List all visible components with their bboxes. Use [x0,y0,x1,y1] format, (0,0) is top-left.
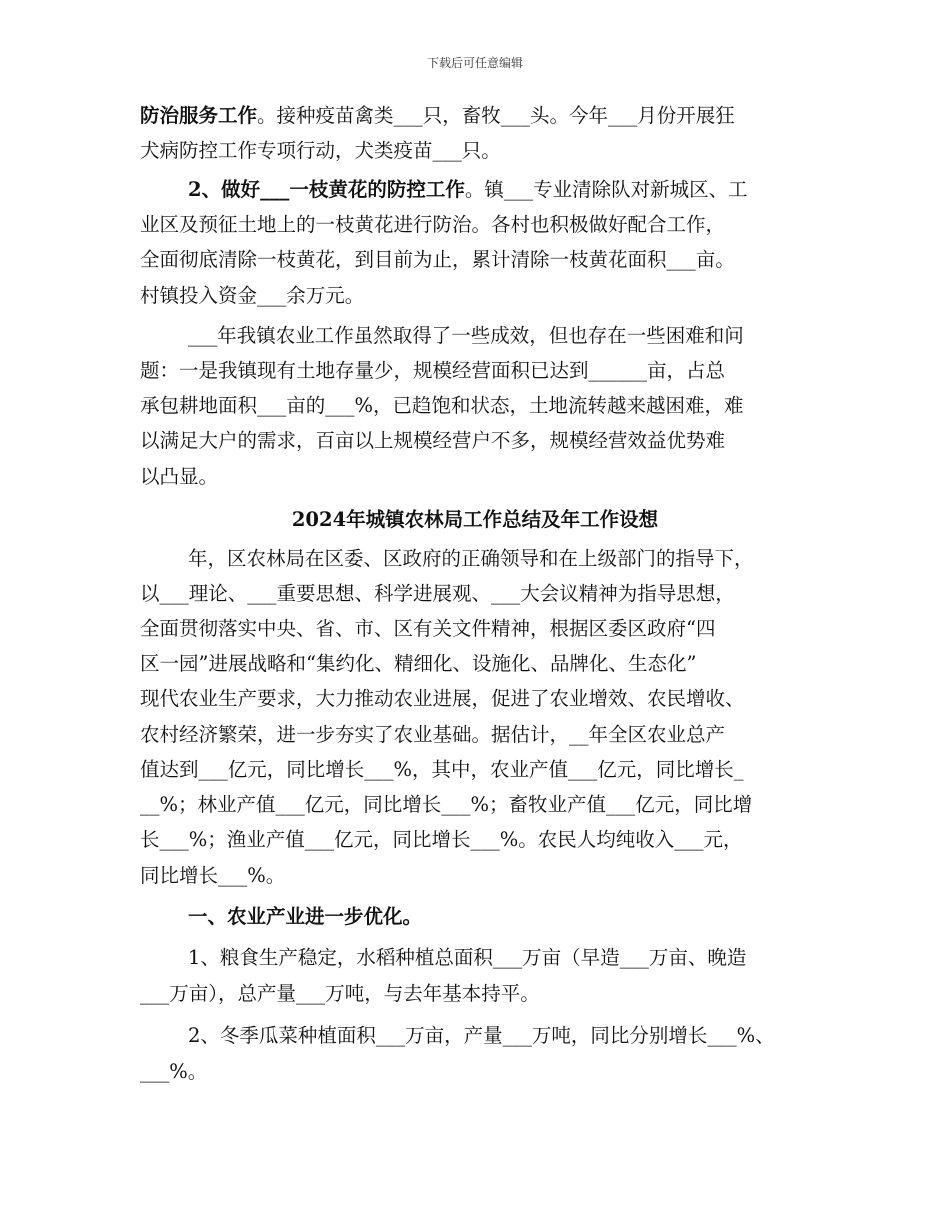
text-line [140,213,725,237]
text-line [140,465,218,489]
body-text: ___%。 [140,1060,208,1083]
body-text: 值达到___亿元，同比增长___%，其中，农业产值___亿元，同比增长_ [140,758,744,781]
body-text: ___万亩），总产量___万吨，与去年基本持平。 [140,982,540,1005]
text-line [188,324,744,348]
body-text: 农村经济繁荣，进一步夯实了农业基础。据估计，__年全区农业总产 [140,723,726,746]
text-line [140,1060,207,1084]
bold-heading-text: 防治服务工作 [140,104,258,127]
body-text: 。接种疫苗禽类___只，畜牧___头。今年___月份开展狂 [257,104,735,127]
body-text: 全面彻底清除一枝黄花，到目前为止，累计清除一枝黄花面积___亩。 [140,248,735,271]
text-line [188,905,422,929]
text-line [188,547,754,571]
body-text: 承包耕地面积___亩的___%，已趋饱和状态，土地流转越来越困难，难 [140,394,744,417]
text-line [140,284,364,308]
body-text: 。镇___专业清除队对新城区、工 [464,178,748,201]
text-line [140,429,725,453]
body-text: 同比增长___%。 [140,864,286,887]
bold-heading-text: 一、农业产业进一步优化。 [188,905,423,928]
body-text: 年，区农林局在区委、区政府的正确领导和在上级部门的指导下， [188,547,754,570]
section-title: 2024年城镇农林局工作总结及年工作设想 [291,508,659,531]
text-line [140,652,696,676]
page-header: 下载后可任意编辑 [426,56,523,70]
text-line [188,1024,775,1048]
body-text: 现代农业生产要求，大力推动农业进展，促进了农业增效、农民增收、 [140,687,745,710]
body-text: 长___%；渔业产值___亿元，同比增长___%。农民人均纯收入___元， [140,828,743,851]
text-line [140,864,285,888]
body-text: 犬病防控工作专项行动，犬类疫苗___只。 [140,139,501,162]
text-line [140,359,725,383]
body-text: ___年我镇农业工作虽然取得了一些成效，但也存在一些困难和问 [188,324,744,347]
body-text: 全面贯彻落实中央、省、市、区有关文件精神，根据区委区政府“四 [140,617,716,640]
text-line [140,982,540,1006]
text-line [188,946,746,970]
body-text: __%；林业产值___亿元，同比增长___%；畜牧业产值___亿元，同比增 [140,793,753,816]
body-text: 以满足大户的需求，百亩以上规模经营户不多，规模经营效益优势难 [140,429,726,452]
body-text: 1、粮食生产稳定，水稻种植总面积___万亩（早造___万亩、晚造 [188,946,747,969]
body-text: 以___理论、___重要思想、科学进展观、___大会议精神为指导思想， [140,582,735,605]
body-text: 区一园”进展战略和“集约化、精细化、设施化、品牌化、生态化” [140,652,697,675]
body-text: 村镇投入资金___余万元。 [140,284,365,307]
body-text: 2、冬季瓜菜种植面积___万亩，产量___万吨，同比分别增长___%、 [188,1024,775,1047]
text-line [140,582,735,606]
text-line [140,793,752,817]
text-line [140,104,735,128]
text-line [140,139,501,163]
text-line [188,178,748,202]
text-line [140,687,745,711]
body-text: 题：一是我镇现有土地存量少，规模经营面积已达到______亩，占总 [140,359,726,382]
bold-heading-text: 2、做好___一枝黄花的防控工作 [188,178,465,201]
text-line [140,723,725,747]
text-line [140,394,744,418]
body-text: 以凸显。 [140,465,219,488]
text-line [140,828,743,852]
body-text: 业区及预征土地上的一枝黄花进行防治。各村也积极做好配合工作， [140,213,726,236]
text-line [140,617,715,641]
text-line [140,758,744,782]
text-line [140,248,735,272]
